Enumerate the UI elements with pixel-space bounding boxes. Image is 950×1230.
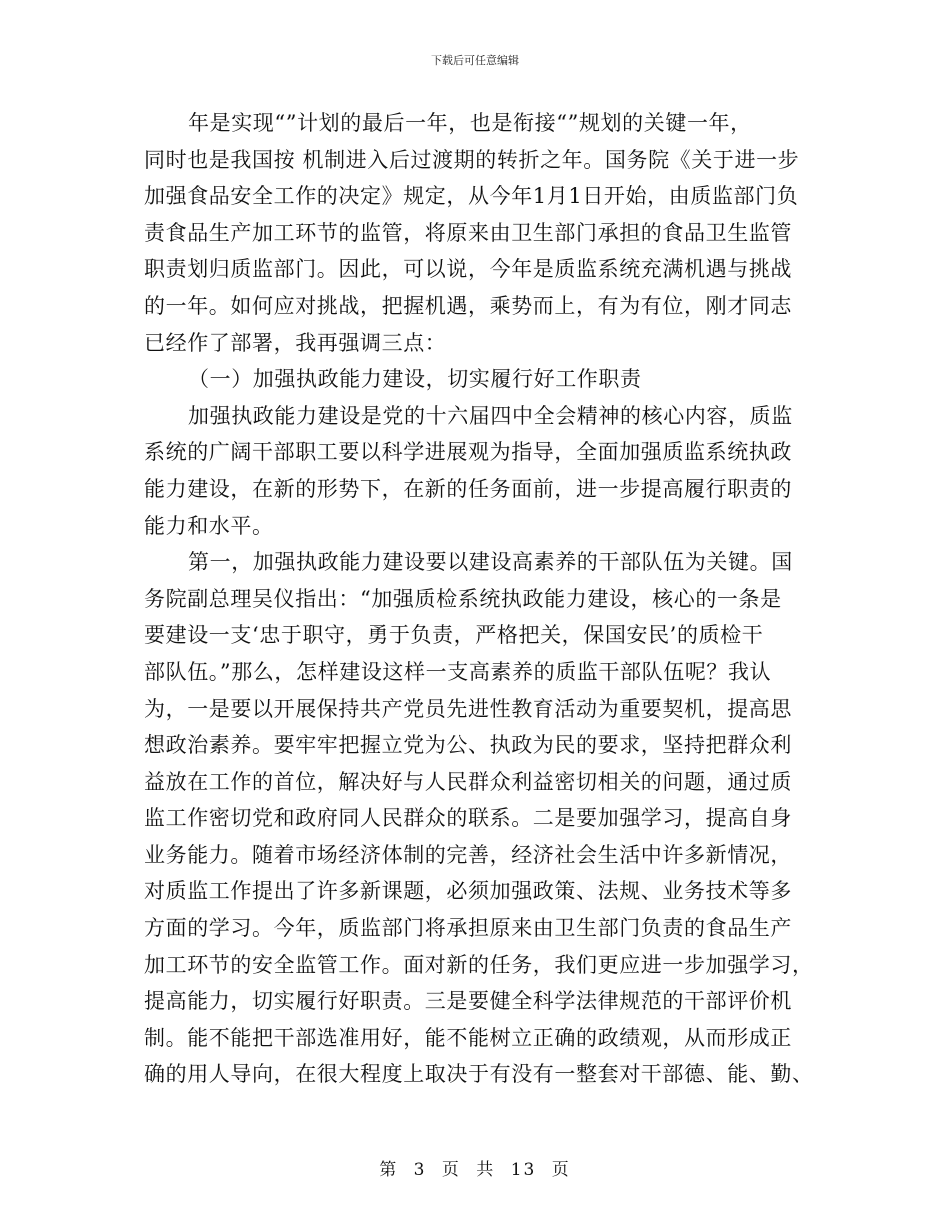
paragraph-line: 加工环节的安全监管工作。面对新的任务，我们更应进一步加强学习， — [144, 952, 814, 977]
paragraph-line: 要建设一支‘忠于职守，勇于负责，严格把关，保国安民’的质检干 — [144, 623, 764, 648]
paragraph-line: 能力建设，在新的形势下，在新的任务面前，进一步提高履行职责的 — [144, 476, 792, 501]
paragraph-line: 部队伍。”那么，怎样建设这样一支高素养的质监干部队伍呢？我认 — [144, 659, 772, 684]
paragraph-line: 务院副总理吴仪指出：“加强质检系统执政能力建设，核心的一条是 — [144, 586, 782, 611]
section-heading: （一）加强执政能力建设，切实履行好工作职责 — [188, 367, 642, 392]
paragraph-line: 加强执政能力建设是党的十六届四中全会精神的核心内容，质监 — [188, 403, 793, 428]
current-page-number: 3 — [413, 1160, 427, 1180]
footer-di: 第 — [379, 1160, 399, 1180]
paragraph-line: 系统的广阔干部职工要以科学进展观为指导，全面加强质监系统执政 — [144, 440, 792, 465]
footer-ye: 页 — [441, 1160, 461, 1180]
paragraph-line: 业务能力。随着市场经济体制的完善，经济社会生活中许多新情况， — [144, 842, 792, 867]
header-note: 下载后可任意编辑 — [431, 54, 519, 67]
paragraph-line: 职责划归质监部门。因此，可以说，今年是质监系统充满机遇与挑战 — [144, 257, 792, 282]
paragraph-line: 想政治素养。要牢牢把握立党为公、执政为民的要求，坚持把群众利 — [144, 733, 792, 758]
paragraph-line: 责食品生产加工环节的监管，将原来由卫生部门承担的食品卫生监管 — [144, 220, 792, 245]
paragraph-line: 能力和水平。 — [144, 513, 274, 538]
body-text — [144, 105, 814, 1093]
total-page-number: 13 — [510, 1160, 537, 1180]
paragraph-line: 监工作密切党和政府同人民群众的联系。二是要加强学习，提高自身 — [144, 806, 792, 831]
paragraph-line: 加强食品安全工作的决定》规定，从今年1月1日开始，由质监部门负 — [144, 184, 799, 209]
paragraph-line: 的一年。如何应对挑战，把握机遇，乘势而上，有为有位，刚才同志 — [144, 293, 792, 318]
paragraph-line: 第一，加强执政能力建设要以建设高素养的干部队伍为关键。国 — [188, 550, 793, 575]
page-footer — [0, 1155, 950, 1180]
footer-gong: 共 — [476, 1160, 496, 1180]
footer-ye-2: 页 — [551, 1160, 571, 1180]
paragraph-line: 提高能力，切实履行好职责。三是要健全科学法律规范的干部评价机 — [144, 989, 792, 1014]
paragraph-line: 益放在工作的首位，解决好与人民群众利益密切相关的问题，通过质 — [144, 769, 792, 794]
paragraph-line: 年是实现“”计划的最后一年，也是衔接“”规划的关键一年， — [188, 111, 752, 135]
paragraph-line: 同时也是我国按 机制进入后过渡期的转折之年。国务院《关于进一步 — [144, 147, 800, 172]
paragraph-line: 确的用人导向，在很大程度上取决于有没有一整套对干部德、能、勤、 — [144, 1062, 814, 1087]
paragraph-line: 已经作了部署，我再强调三点： — [144, 330, 447, 355]
paragraph-line: 对质监工作提出了许多新课题，必须加强政策、法规、业务技术等多 — [144, 879, 792, 904]
paragraph-line: 为，一是要以开展保持共产党员先进性教育活动为重要契机，提高思 — [144, 696, 792, 721]
paragraph-line: 制。能不能把干部选准用好，能不能树立正确的政绩观，从而形成正 — [144, 1025, 792, 1050]
paragraph-line: 方面的学习。今年，质监部门将承担原来由卫生部门负责的食品生产 — [144, 916, 792, 941]
